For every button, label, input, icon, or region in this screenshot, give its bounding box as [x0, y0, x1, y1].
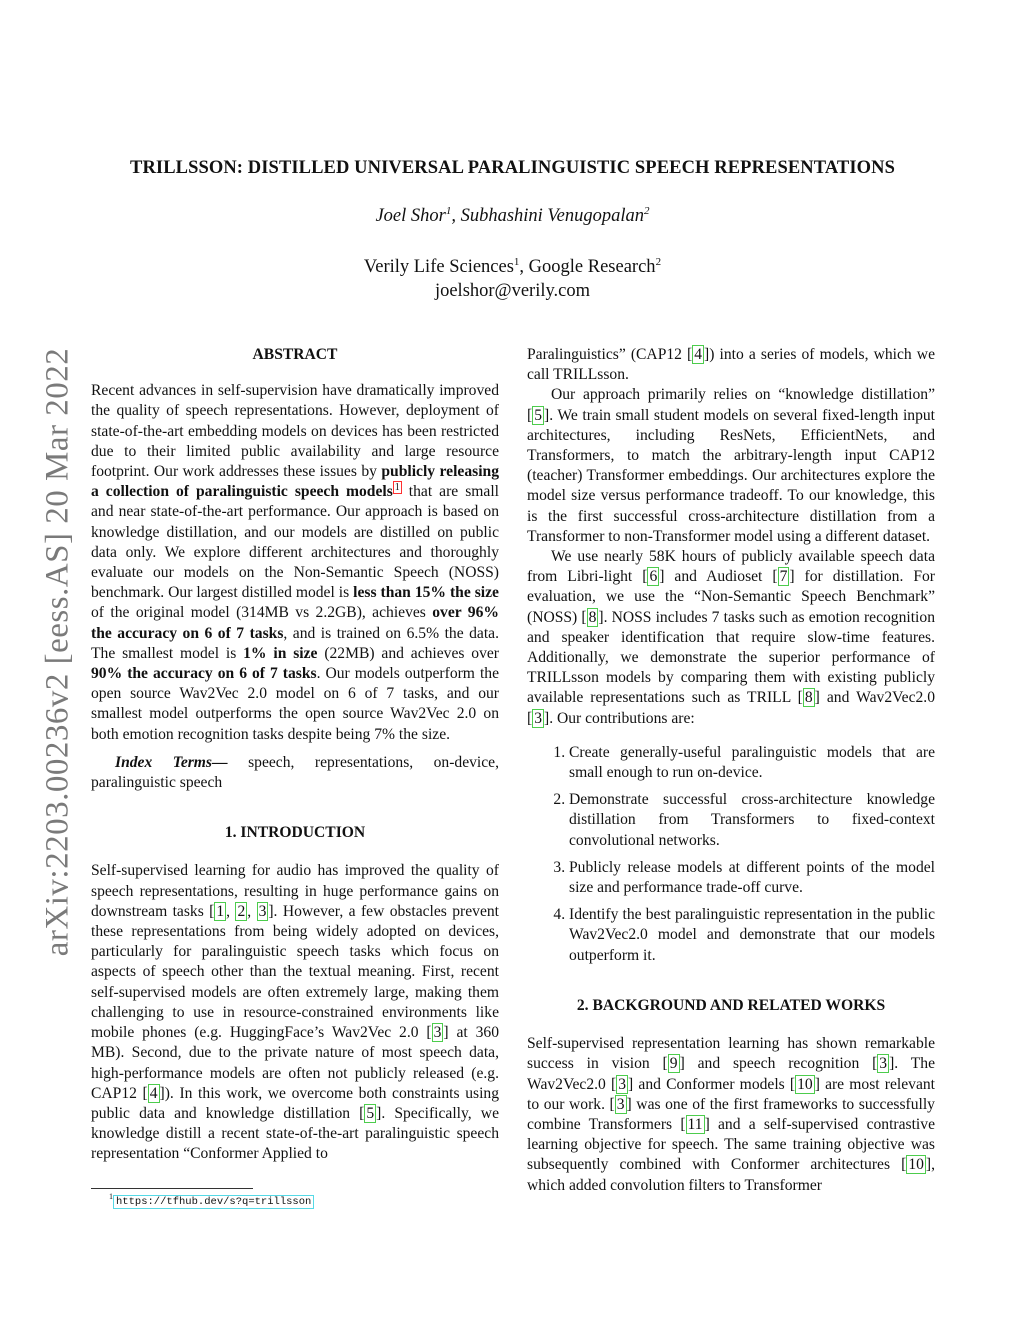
footnote [109, 1193, 314, 1208]
list-item: 2. Demonstrate successful cross-architecture knowledge distillation from Transformers to fixed-context convolutional networks. [569, 790, 935, 851]
index-terms-label: Index Terms— [115, 753, 228, 771]
citation-link[interactable]: 6 [649, 568, 658, 586]
citation-link[interactable]: 10 [797, 1075, 813, 1093]
citation-link[interactable]: 8 [588, 608, 597, 626]
citation-link[interactable]: 3 [258, 902, 267, 920]
author-name: Subhashini Venugopalan [460, 206, 645, 226]
footnote-link[interactable]: 1 [394, 482, 400, 494]
citation-link[interactable]: 3 [433, 1024, 442, 1042]
affiliation-org: Verily Life Sciences [363, 257, 514, 277]
list-item: 1. Create generally-useful paralinguistic models that are small enough to run on-device. [569, 743, 935, 783]
right-column [527, 345, 935, 1196]
contributions-list [527, 743, 935, 966]
author-line: Joel Shor$^1$, Subhashini Venugopalan$^2$ [375, 204, 650, 226]
background-heading: 2. BACKGROUND AND RELATED WORKS [576, 996, 886, 1014]
abstract-heading: ABSTRACT [252, 346, 338, 363]
author-email: joelshor@verily.com [434, 281, 591, 301]
footnote-url-link[interactable]: https://tfhub.dev/s?q=trillsson [113, 1195, 314, 1209]
list-item: 3. Publicly release models at different points of the model size and performance trade-off curve. [569, 858, 935, 898]
intro-paragraph: We use nearly 58K hours of publicly available speech data from Libri-light [ 6 ] and Audioset [ 7 ] for distillation. For evaluation, we use the “Non-Semantic Speech Benchmark” (NOSS) [ 8 ]. NOSS includes 7 tasks such as emotion recognition and speaker identification that require slow-time features. Additionally, we demonstrate the superior performance of TRILLsson models by comparing them with existing publicly available representations such as TRILL [ 8 ] and Wav2Vec2.0 [ 3 ]. Our contributions are: [527, 548, 935, 727]
citation-link[interactable]: 9 [669, 1055, 678, 1073]
citation-link[interactable]: 5 [366, 1104, 375, 1122]
left-column [91, 345, 499, 1165]
citation-link[interactable]: 10 [908, 1156, 924, 1174]
citation-link[interactable]: 3 [879, 1055, 888, 1073]
introduction-heading: 1. INTRODUCTION [224, 824, 366, 842]
introduction-body: Self-supervised learning for audio has improved the quality of speech representations, resulting in huge performance gains on downstream tasks [ 1 , 2 , 3 ]. However, a few obstacles prevent these representations from being widely adopted on devices, particularly for paralinguistic speech tasks which focus on aspects of speech other than the textual meaning. First, recent self-supervised models are often extremely large, making them challenging to use in resource-constrained environments like mobile phones (e.g. HuggingFace’s Wav2Vec 2.0 [ 3 ] at 360 MB). Second, due to the private nature of most speech data, high-performance models are often not publicly released (e.g. CAP12 [ 4 ]). In this work, we overcome both constraints using public data and knowledge distillation [ 5 ]. Specifically, we knowledge distill a recent state-of-the-art paralinguistic speech representation “Conformer Applied to [91, 862, 500, 1163]
citation-link[interactable]: 11 [687, 1115, 703, 1133]
citation-link[interactable]: 3 [534, 709, 542, 727]
arxiv-identifier: arXiv:2203.00236v2 [eess.AS] 20 Mar 2022 [39, 347, 76, 957]
footnote-divider [91, 1188, 253, 1189]
intro-continued: Paralinguistics” (CAP12 [ 4 ]) into a series of models, which we call TRILLsson. [527, 346, 935, 384]
citation-link[interactable]: 1 [216, 902, 225, 920]
citation-link[interactable]: 7 [779, 568, 788, 586]
citation-link[interactable]: 2 [237, 902, 246, 920]
footnote-marker: 1 [109, 1192, 113, 1201]
citation-link[interactable]: 3 [618, 1075, 627, 1093]
affiliations: Verily Life Sciences$^1$, Google Research$^2$ joelshor@verily.com [90, 255, 935, 303]
citation-link[interactable]: 5 [534, 406, 542, 424]
author-name: Joel Shor [375, 206, 446, 226]
abstract-body: Recent advances in self-supervision have dramatically improved the quality of speech representations. However, deployment of state-of-the-art embedding models on devices has been restricted due to their limited public availability and large resource footprint. Our work addresses these issues by publicly releasing a collection of paralinguistic speech models $^1$ that are small and near state-of-the-art performance. Our approach is based on knowledge distillation, and our models are distilled on public data only. We explore different architectures and thoroughly evaluate our models on the Non-Semantic Speech (NOSS) benchmark. Our largest distilled model is less than 15% the size of the original model (314MB vs 2.2GB), achieves over 96% the accuracy on 6 of 7 tasks, and is trained on 6.5% the data. The smallest model is 1% in size (22MB) and achieves over 90% the accuracy on 6 of 7 tasks. Our models outperform the open source Wav2Vec 2.0 model on 6 of 7 tasks, and our smallest model outperforms the open source Wav2Vec 2.0 on both emotion recognition tasks despite being 7% the size. [91, 382, 500, 743]
affiliation-org: Google Research [528, 257, 656, 277]
affiliation-marker: 1 [445, 204, 452, 217]
affiliation-marker: 2 [644, 204, 650, 217]
list-item: 4. Identify the best paralinguistic representation in the public Wav2Vec2.0 model and demonstrate that our models outperform it. [569, 905, 935, 966]
citation-link[interactable]: 8 [804, 689, 813, 707]
citation-link[interactable]: 4 [694, 346, 703, 363]
intro-paragraph: Our approach primarily relies on “knowledge distillation” [ 5 ]. We train small student models on several fixed-length input architectures, including ResNets, EfficientNets, and Transformers, to match the arbitrary-length input CAP12 (teacher) Transformer embeddings. Our architectures explore the model size versus performance tradeoff. To our knowledge, this is the first successful cross-architecture distillation from a Transformer to non-Transformer model using a different dataset. [527, 386, 935, 545]
index-terms: Index Terms— speech, representations, on-device, paralinguistic speech [91, 753, 500, 792]
citation-link[interactable]: 3 [616, 1095, 625, 1113]
paper-title: TRILLSSON: DISTILLED UNIVERSAL PARALINGUISTIC SPEECH REPRESENTATIONS [130, 158, 895, 178]
citation-link[interactable]: 4 [149, 1084, 158, 1102]
background-body: Self-supervised representation learning has shown remarkable success in vision [ 9 ] and speech recognition [ 3 ]. The Wav2Vec2.0 [ 3 ] and Conformer models [ 10 ] are most relevant to our work. [ 3 ] was one of the first frameworks to successfully combine Transformers [ 11 ] and a self-supervised contrastive learning objective for speech. The same training objective was subsequently combined with Conformer architectures [ 10 ], which added convolution filters to Transformer [527, 1035, 936, 1194]
